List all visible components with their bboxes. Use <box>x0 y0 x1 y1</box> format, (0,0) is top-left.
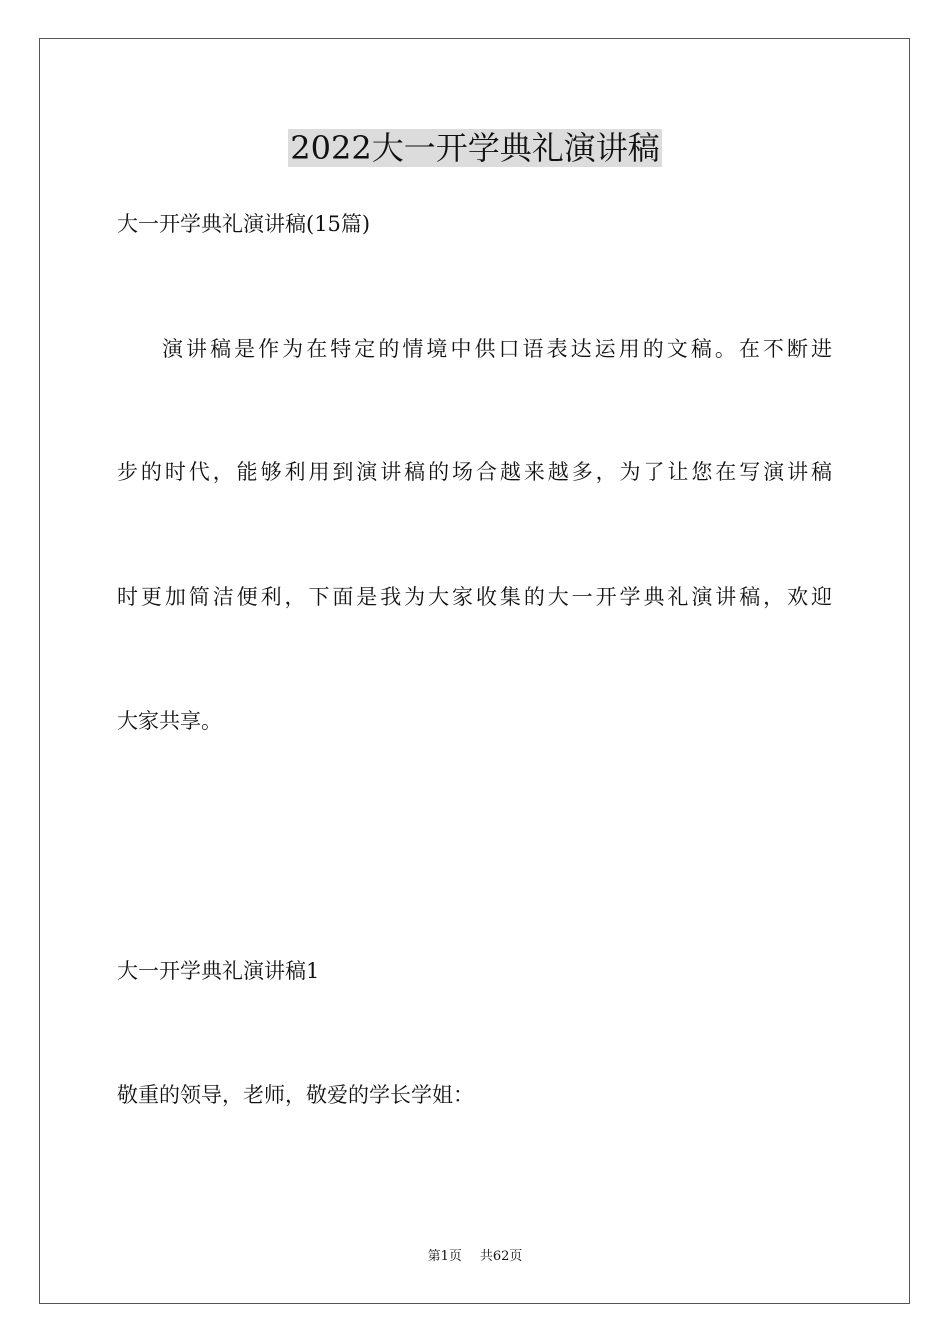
page-footer <box>0 1248 950 1266</box>
intro-line-2: 步的时代，能够利用到演讲稿的场合越来越多，为了让您在写演讲稿 <box>117 460 832 484</box>
section-heading: 大一开学典礼演讲稿1 <box>117 959 320 983</box>
document-title <box>0 128 950 168</box>
intro-line-3: 时更加简洁便利，下面是我为大家收集的大一开学典礼演讲稿，欢迎 <box>117 585 832 609</box>
intro-line-4: 大家共享。 <box>117 709 222 733</box>
document-title-text: 2022大一开学典礼演讲稿 <box>290 129 660 167</box>
page-number-total: 共62页 <box>479 1249 523 1264</box>
page-number-current: 第1页 <box>427 1249 462 1264</box>
salutation: 敬重的领导，老师，敬爱的学长学姐： <box>117 1083 474 1107</box>
intro-line-1: 演讲稿是作为在特定的情境中供口语表达运用的文稿。在不断进 <box>162 337 832 361</box>
document-subtitle: 大一开学典礼演讲稿(15篇) <box>117 212 371 236</box>
